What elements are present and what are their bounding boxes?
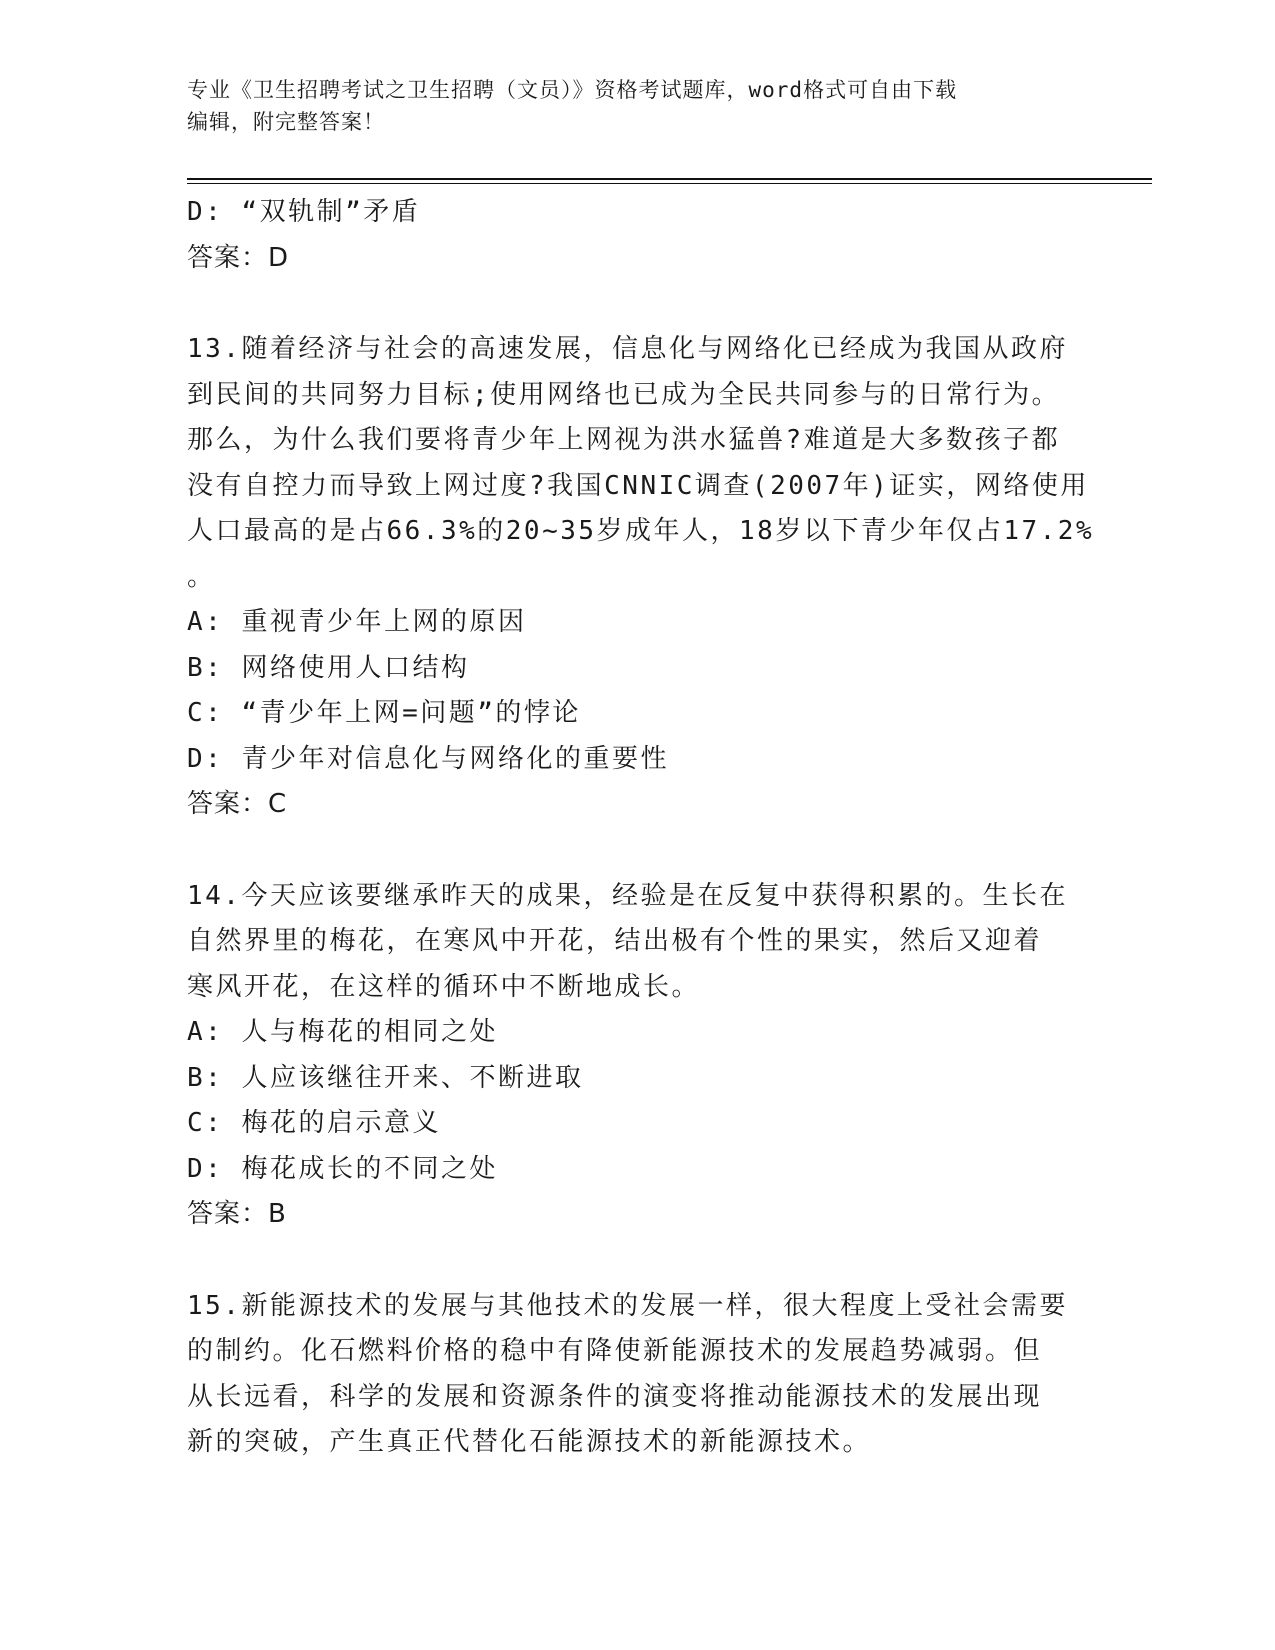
spacer bbox=[187, 828, 1087, 874]
answer: 答案：B bbox=[187, 1199, 287, 1229]
question-text-line: 人口最高的是占66.3%的20~35岁成年人，18岁以下青少年仅占17.2% bbox=[187, 516, 1095, 546]
spacer bbox=[187, 281, 1087, 327]
header-rule-thick bbox=[187, 178, 1152, 180]
question-text-line: 那么，为什么我们要将青少年上网视为洪水猛兽?难道是大多数孩子都 bbox=[187, 425, 1061, 455]
question-text-line: 没有自控力而导致上网过度?我国CNNIC调查(2007年)证实，网络使用 bbox=[187, 470, 1089, 501]
question-text-line: 自然界里的梅花，在寒风中开花，结出极有个性的果实，然后又迎着 bbox=[187, 926, 1043, 956]
option-a: A: 重视青少年上网的原因 bbox=[187, 607, 527, 637]
document-header bbox=[187, 74, 1087, 138]
question-text-line: 15.新能源技术的发展与其他技术的发展一样，很大程度上受社会需要 bbox=[187, 1290, 1068, 1321]
option-b: B: 网络使用人口结构 bbox=[187, 652, 470, 683]
header-line-1: 专业《卫生招聘考试之卫生招聘（文员）》资格考试题库，word格式可自由下载 bbox=[187, 78, 958, 102]
header-line-2: 编辑，附完整答案！ bbox=[187, 110, 385, 134]
question-text-line: 的制约。化石燃料价格的稳中有降使新能源技术的发展趋势减弱。但 bbox=[187, 1336, 1043, 1366]
option-b: B: 人应该继往开来、不断进取 bbox=[187, 1062, 584, 1093]
option-d: D: “双轨制”矛盾 bbox=[187, 197, 421, 227]
spacer bbox=[187, 1238, 1087, 1284]
question-text-line: 到民间的共同努力目标;使用网络也已成为全民共同参与的日常行为。 bbox=[187, 379, 1061, 410]
question-15 bbox=[187, 1284, 1087, 1466]
option-d: D: 梅花成长的不同之处 bbox=[187, 1153, 498, 1184]
answer: 答案：C bbox=[187, 789, 288, 819]
question-text-line: 13.随着经济与社会的高速发展，信息化与网络化已经成为我国从政府 bbox=[187, 334, 1068, 364]
previous-question bbox=[187, 190, 1087, 281]
question-text-line: 14.今天应该要继承昨天的成果，经验是在反复中获得积累的。生长在 bbox=[187, 880, 1068, 911]
answer: 答案：D bbox=[187, 242, 290, 273]
option-d: D: 青少年对信息化与网络化的重要性 bbox=[187, 743, 669, 774]
question-text-line: 寒风开花，在这样的循环中不断地成长。 bbox=[187, 971, 701, 1002]
option-c: C: “青少年上网=问题”的悖论 bbox=[187, 698, 581, 728]
question-text-line: 从长远看，科学的发展和资源条件的演变将推动能源技术的发展出现 bbox=[187, 1381, 1043, 1412]
header-rule-thin bbox=[187, 183, 1152, 184]
option-a: A: 人与梅花的相同之处 bbox=[187, 1017, 498, 1047]
option-c: C: 梅花的启示意义 bbox=[187, 1108, 441, 1138]
document-body bbox=[187, 190, 1095, 1466]
question-text-line: 新的突破，产生真正代替化石能源技术的新能源技术。 bbox=[187, 1427, 872, 1457]
question-13 bbox=[187, 327, 1095, 828]
question-14 bbox=[187, 874, 1087, 1238]
question-text-line: 。 bbox=[187, 561, 216, 592]
